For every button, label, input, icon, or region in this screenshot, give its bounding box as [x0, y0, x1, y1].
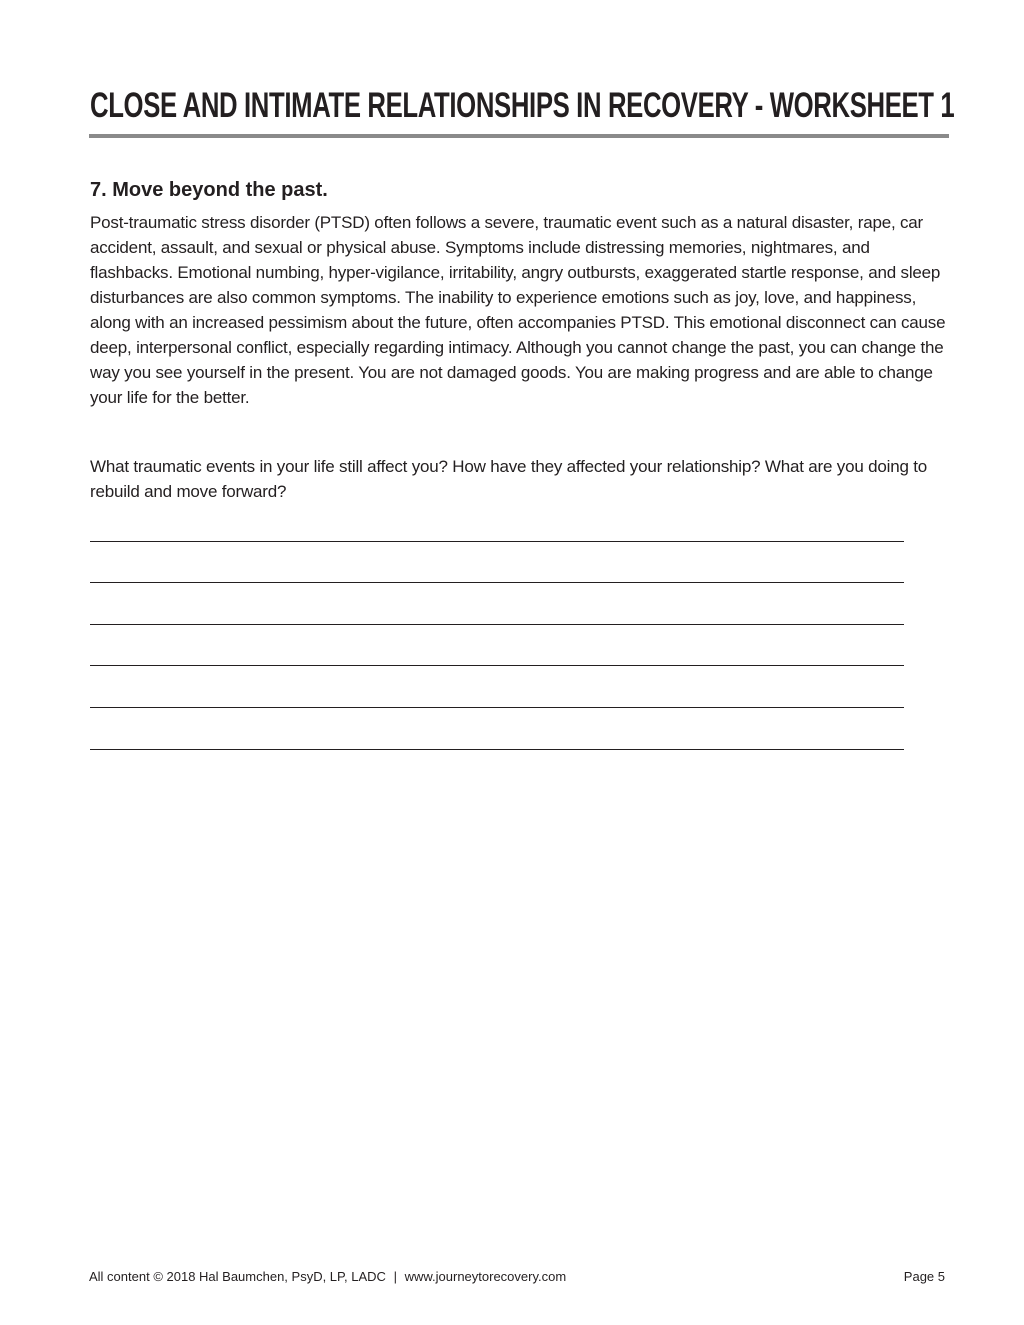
- footer-separator: |: [393, 1269, 397, 1284]
- answer-line-5[interactable]: [90, 666, 904, 708]
- answer-line-1[interactable]: [90, 500, 904, 542]
- answer-line-3[interactable]: [90, 583, 904, 625]
- page-number: Page 5: [903, 1269, 945, 1284]
- section-heading: 7. Move beyond the past.: [90, 179, 328, 201]
- question-prompt: What traumatic events in your life still affect you? How have they affected your relationship? What are you doing to rebuild and move forward?: [90, 457, 928, 501]
- answer-line-6[interactable]: [90, 708, 904, 750]
- answer-line-4[interactable]: [90, 625, 904, 667]
- footer-website: www.journeytorecovery.com: [404, 1269, 567, 1284]
- page-title: CLOSE AND INTIMATE RELATIONSHIPS IN RECOVERY - WORKSHEET 1: [90, 86, 955, 125]
- section-paragraph: Post-traumatic stress disorder (PTSD) often follows a severe, traumatic event such as a natural disaster, rape, car accident, assault, and sexual or physical abuse. Symptoms include distressing memories, nightmares, and flashbacks. Emotional numbing, hyper-vigilance, irritability, angry outbursts, exaggerated startle response, and sleep disturbances are also common symptoms. The inability to experience emotions such as joy, love, and happiness, along with an increased pessimism about the future, often accompanies PTSD. This emotional disconnect can cause deep, interpersonal conflict, especially regarding intimacy. Although you cannot change the past, you can change the way you see yourself in the present. You are not damaged goods. You are making progress and are able to change your life for the better.: [90, 213, 946, 407]
- footer-copyright: All content © 2018 Hal Baumchen, PsyD, LP, LADC: [89, 1269, 386, 1284]
- footer-credits: [89, 1268, 566, 1286]
- answer-line-2[interactable]: [90, 542, 904, 584]
- answer-area[interactable]: [90, 500, 904, 750]
- title-divider: [89, 134, 949, 138]
